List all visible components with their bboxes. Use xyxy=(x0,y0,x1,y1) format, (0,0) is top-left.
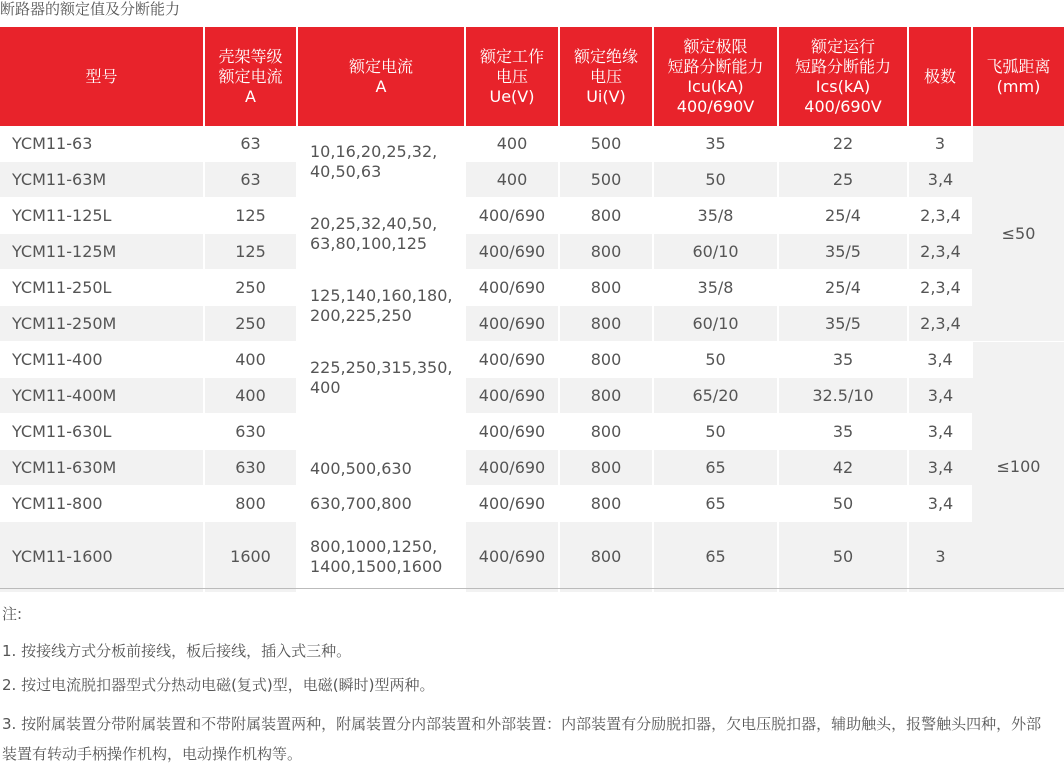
table-row xyxy=(0,450,1064,486)
cell-poles: 3,4 xyxy=(908,450,972,486)
cell-model: YCM11-63M xyxy=(0,162,204,198)
cell-poles: 3 xyxy=(908,522,972,593)
cell-ics: 22 xyxy=(778,126,908,162)
header-poles-label: 极数 xyxy=(923,66,956,86)
header-row xyxy=(0,27,1064,126)
cell-ue: 400/690 xyxy=(465,522,559,593)
cell-poles: 3,4 xyxy=(908,342,972,378)
header-icu-label: 额定极限 短路分断能力 Icu(kA) 400/690V xyxy=(667,36,764,116)
cell-poles: 2,3,4 xyxy=(908,270,972,306)
cell-icu: 50 xyxy=(653,342,778,378)
table-row xyxy=(0,126,1064,162)
cell-ue: 400/690 xyxy=(465,378,559,414)
cell-model: YCM11-630M xyxy=(0,450,204,486)
current-group-text: 20,25,32,40,50, 63,80,100,125 xyxy=(310,213,438,253)
header-rated-current xyxy=(297,27,465,126)
cell-current-group xyxy=(297,522,465,593)
cell-ue: 400 xyxy=(465,126,559,162)
table-row xyxy=(0,198,1064,234)
cell-ics: 25/4 xyxy=(778,270,908,306)
cell-ui: 800 xyxy=(559,270,653,306)
cell-ui: 800 xyxy=(559,342,653,378)
current-group-text: 125,140,160,180, 200,225,250 xyxy=(310,285,453,325)
cell-poles: 3 xyxy=(908,126,972,162)
cell-frame: 800 xyxy=(204,486,297,522)
note-item: 2. 按过电流脱扣器型式分热动电磁(复式)型，电磁(瞬时)型两种。 xyxy=(2,676,435,694)
cell-icu: 50 xyxy=(653,162,778,198)
note-item: 3. 按附属装置分带附属装置和不带附属装置两种，附属装置分内部装置和外部装置：内部装置有分励脱扣器，欠电压脱扣器，辅助触头，报警触头四种，外部装置有转动手柄操作机构，电动操作机构等。 xyxy=(2,715,1042,763)
cell-ui: 800 xyxy=(559,450,653,486)
cell-ics: 50 xyxy=(778,486,908,522)
cell-ics: 35/5 xyxy=(778,234,908,270)
table-row xyxy=(0,234,1064,270)
table-row xyxy=(0,486,1064,522)
cell-ue: 400/690 xyxy=(465,234,559,270)
cell-poles: 3,4 xyxy=(908,378,972,414)
cell-ui: 800 xyxy=(559,486,653,522)
cell-icu: 60/10 xyxy=(653,306,778,342)
cell-ics: 25/4 xyxy=(778,198,908,234)
cell-poles: 2,3,4 xyxy=(908,198,972,234)
cell-ics: 50 xyxy=(778,522,908,593)
cell-icu: 65 xyxy=(653,450,778,486)
header-model xyxy=(0,27,204,126)
cell-frame: 630 xyxy=(204,450,297,486)
cell-ics: 25 xyxy=(778,162,908,198)
cell-model: YCM11-630L xyxy=(0,414,204,450)
table-row xyxy=(0,522,1064,593)
header-poles xyxy=(908,27,972,126)
cell-frame: 63 xyxy=(204,162,297,198)
cell-ue: 400 xyxy=(465,162,559,198)
cell-ui: 800 xyxy=(559,306,653,342)
cell-model: YCM11-1600 xyxy=(0,522,204,593)
header-ics-label: 额定运行 短路分断能力 Ics(kA) 400/690V xyxy=(794,36,891,116)
table-row xyxy=(0,270,1064,306)
current-group-text: 800,1000,1250, 1400,1500,1600 xyxy=(310,537,443,576)
cell-icu: 65 xyxy=(653,486,778,522)
cell-ics: 42 xyxy=(778,450,908,486)
cell-current-group xyxy=(297,198,465,270)
cell-icu: 65 xyxy=(653,522,778,593)
header-arc-distance xyxy=(972,27,1064,126)
header-rated-voltage xyxy=(465,27,559,126)
header-voltage-label: 额定工作 电压 Ue(V) xyxy=(479,46,544,106)
cell-poles: 3,4 xyxy=(908,486,972,522)
cell-ics: 35 xyxy=(778,414,908,450)
table-row xyxy=(0,342,1064,378)
current-group-text: 400,500,630 xyxy=(310,459,412,478)
cell-model: YCM11-125M xyxy=(0,234,204,270)
cell-current-group xyxy=(297,126,465,198)
current-group-text: 10,16,20,25,32, 40,50,63 xyxy=(310,141,438,181)
header-frame-current xyxy=(204,27,297,126)
cell-frame: 400 xyxy=(204,378,297,414)
cell-ics: 32.5/10 xyxy=(778,378,908,414)
cell-poles: 3,4 xyxy=(908,162,972,198)
cell-icu: 35/8 xyxy=(653,270,778,306)
cell-poles: 2,3,4 xyxy=(908,306,972,342)
cell-ue: 400/690 xyxy=(465,306,559,342)
current-group-text: 225,250,315,350, 400 xyxy=(310,357,453,397)
cell-model: YCM11-125L xyxy=(0,198,204,234)
cell-icu: 60/10 xyxy=(653,234,778,270)
cell-ui: 800 xyxy=(559,522,653,593)
cell-current-group xyxy=(297,486,465,522)
cell-model: YCM11-800 xyxy=(0,486,204,522)
cell-model: YCM11-400 xyxy=(0,342,204,378)
cell-model: YCM11-63 xyxy=(0,126,204,162)
cell-frame: 400 xyxy=(204,342,297,378)
cell-ui: 800 xyxy=(559,234,653,270)
table-caption: 断路器的额定值及分断能力 xyxy=(0,0,181,18)
header-insulation-voltage xyxy=(559,27,653,126)
notes-heading: 注: xyxy=(2,605,23,623)
cell-ui: 800 xyxy=(559,414,653,450)
cell-ui: 800 xyxy=(559,378,653,414)
table-row xyxy=(0,306,1064,342)
cell-icu: 65/20 xyxy=(653,378,778,414)
table-row xyxy=(0,162,1064,198)
cell-ics: 35/5 xyxy=(778,306,908,342)
cell-ue: 400/690 xyxy=(465,198,559,234)
cell-icu: 35 xyxy=(653,126,778,162)
cell-frame: 125 xyxy=(204,198,297,234)
cell-current-group xyxy=(297,342,465,414)
cell-icu: 50 xyxy=(653,414,778,450)
cell-current-group xyxy=(297,270,465,342)
cell-ue: 400/690 xyxy=(465,342,559,378)
cell-poles: 3,4 xyxy=(908,414,972,450)
header-model-label: 型号 xyxy=(85,66,118,86)
cell-frame: 125 xyxy=(204,234,297,270)
header-icu xyxy=(653,27,778,126)
cell-poles: 2,3,4 xyxy=(908,234,972,270)
cell-ue: 400/690 xyxy=(465,450,559,486)
header-frame-label: 壳架等级 额定电流 A xyxy=(218,46,283,106)
cell-frame: 250 xyxy=(204,306,297,342)
cell-ics: 35 xyxy=(778,342,908,378)
cell-ui: 500 xyxy=(559,162,653,198)
cell-model: YCM11-400M xyxy=(0,378,204,414)
cell-arc-group: ≤100 xyxy=(972,342,1064,593)
header-arc-label: 飞弧距离 (mm) xyxy=(986,56,1051,96)
table-row xyxy=(0,414,1064,450)
header-current-label: 额定电流 A xyxy=(348,56,413,96)
table-bottom-divider xyxy=(0,588,1064,589)
notes-section xyxy=(2,604,1052,769)
cell-ui: 800 xyxy=(559,198,653,234)
cell-ui: 500 xyxy=(559,126,653,162)
table-row xyxy=(0,378,1064,414)
current-group-text: 630,700,800 xyxy=(310,493,412,513)
rating-table xyxy=(0,27,1064,593)
cell-ue: 400/690 xyxy=(465,486,559,522)
cell-frame: 250 xyxy=(204,270,297,306)
note-item: 1. 按接线方式分板前接线，板后接线，插入式三种。 xyxy=(2,642,352,660)
cell-current-group xyxy=(297,414,465,486)
cell-ue: 400/690 xyxy=(465,414,559,450)
cell-icu: 35/8 xyxy=(653,198,778,234)
cell-frame: 630 xyxy=(204,414,297,450)
cell-arc-group: ≤50 xyxy=(972,126,1064,342)
cell-ue: 400/690 xyxy=(465,270,559,306)
cell-model: YCM11-250L xyxy=(0,270,204,306)
cell-frame: 63 xyxy=(204,126,297,162)
header-insulation-label: 额定绝缘 电压 Ui(V) xyxy=(573,46,638,106)
header-ics xyxy=(778,27,908,126)
cell-frame: 1600 xyxy=(204,522,297,593)
cell-model: YCM11-250M xyxy=(0,306,204,342)
